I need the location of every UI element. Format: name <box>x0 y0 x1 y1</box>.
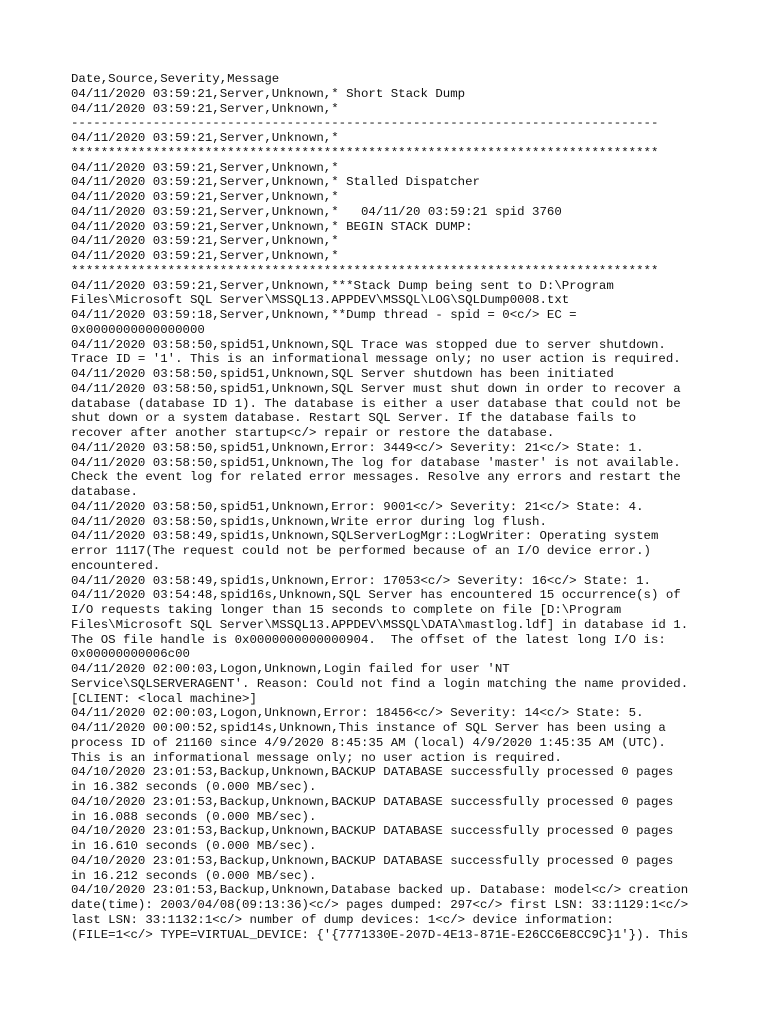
log-line: 04/11/2020 03:59:21,Server,Unknown,* BEGIN STACK DUMP: <box>71 219 473 234</box>
log-line: Files\Microsoft SQL Server\MSSQL13.APPDEV\MSSQL\DATA\mastlog.ldf] in database id 1. <box>71 617 689 632</box>
log-line: 04/11/2020 03:59:21,Server,Unknown,* 04/11/20 03:59:21 spid 3760 <box>71 204 562 219</box>
separator-line: ******************************************************************************* <box>71 263 659 278</box>
log-line: last LSN: 33:1132:1<c/> number of dump devices: 1<c/> device information: <box>71 912 614 927</box>
log-line: Service\SQLSERVERAGENT'. Reason: Could not find a login matching the name provided. <box>71 676 689 691</box>
log-line: Check the event log for related error messages. Resolve any errors and restart the <box>71 470 681 485</box>
log-line: 04/10/2020 23:01:53,Backup,Unknown,BACKUP DATABASE successfully processed 0 pages <box>71 824 674 839</box>
log-document <box>71 72 711 942</box>
separator-line: ------------------------------------------------------------------------------- <box>71 116 659 131</box>
log-line: 04/11/2020 03:58:49,spid1s,Unknown,SQLServerLogMgr::LogWriter: Operating system <box>71 529 659 544</box>
log-line: 04/11/2020 03:59:21,Server,Unknown,* Stalled Dispatcher <box>71 175 480 190</box>
log-line: 04/11/2020 00:00:52,spid14s,Unknown,This instance of SQL Server has been using a <box>71 721 666 735</box>
log-line: 04/11/2020 03:54:48,spid16s,Unknown,SQL Server has encountered 15 occurrence(s) of <box>71 588 681 603</box>
log-line: 04/11/2020 02:00:03,Logon,Unknown,Login failed for user 'NT <box>71 662 510 676</box>
log-line: database (database ID 1). The database is either a user database that could not be <box>71 396 681 411</box>
log-line: 04/11/2020 03:58:49,spid1s,Unknown,Error: 17053<c/> Severity: 16<c/> State: 1. <box>71 573 651 588</box>
log-line: 04/11/2020 03:58:50,spid51,Unknown,SQL Trace was stopped due to server shutdown. <box>71 337 666 352</box>
log-line: 04/11/2020 03:59:18,Server,Unknown,**Dump thread - spid = 0<c/> EC = <box>71 308 577 322</box>
log-line: 04/11/2020 03:59:21,Server,Unknown,***Stack Dump being sent to D:\Program <box>71 278 614 293</box>
log-line: 04/11/2020 03:58:50,spid51,Unknown,Error: 3449<c/> Severity: 21<c/> State: 1. <box>71 440 644 455</box>
log-line: in 16.088 seconds (0.000 MB/sec). <box>71 809 317 824</box>
log-line: shut down or a system database. Restart SQL Server. If the database fails to <box>71 411 637 426</box>
log-line: process ID of 21160 since 4/9/2020 8:45:35 AM (local) 4/9/2020 1:45:35 AM (UTC). <box>71 735 666 750</box>
log-line: database. <box>71 485 138 499</box>
log-line: 04/11/2020 03:58:50,spid51,Unknown,SQL Server shutdown has been initiated <box>71 367 614 381</box>
log-line: recover after another startup<c/> repair or restore the database. <box>71 426 555 440</box>
separator-line: ******************************************************************************* <box>71 145 659 160</box>
log-line: 04/10/2020 23:01:53,Backup,Unknown,Database backed up. Database: model<c/> creation <box>71 883 689 898</box>
log-line: encountered. <box>71 558 161 573</box>
log-line: date(time): 2003/04/08(09:13:36)<c/> pages dumped: 297<c/> first LSN: 33:1129:1<c/> <box>71 898 689 912</box>
log-line: This is an informational message only; no user action is required. <box>71 750 562 765</box>
log-line: 0x0000000000000000 <box>71 322 205 337</box>
log-line: I/O requests taking longer than 15 seconds to complete on file [D:\Program <box>71 603 622 617</box>
log-line: in 16.212 seconds (0.000 MB/sec). <box>71 868 317 883</box>
log-line: 04/11/2020 03:58:50,spid51,Unknown,Error: 9001<c/> Severity: 21<c/> State: 4. <box>71 499 644 514</box>
log-line: 04/11/2020 03:59:21,Server,Unknown,* <box>71 160 339 175</box>
log-line: 04/11/2020 03:58:50,spid51,Unknown,The log for database 'master' is not available. <box>71 455 681 470</box>
log-line: 04/10/2020 23:01:53,Backup,Unknown,BACKUP DATABASE successfully processed 0 pages <box>71 794 674 809</box>
log-line: 04/11/2020 02:00:03,Logon,Unknown,Error: 18456<c/> Severity: 14<c/> State: 5. <box>71 706 644 721</box>
log-line: Trace ID = '1'. This is an informational message only; no user action is required. <box>71 352 681 367</box>
log-line: 04/11/2020 03:59:21,Server,Unknown,* Short Stack Dump <box>71 86 466 101</box>
log-line: 04/10/2020 23:01:53,Backup,Unknown,BACKUP DATABASE successfully processed 0 pages <box>71 853 674 868</box>
log-line: 04/11/2020 03:58:50,spid1s,Unknown,Write error during log flush. <box>71 514 547 529</box>
log-line: The OS file handle is 0x0000000000000904. The offset of the latest long I/O is: <box>71 632 666 647</box>
log-line: 0x00000000006c00 <box>71 647 190 662</box>
log-line: 04/11/2020 03:59:21,Server,Unknown,* <box>71 131 339 145</box>
log-line: 04/10/2020 23:01:53,Backup,Unknown,BACKUP DATABASE successfully processed 0 pages <box>71 765 674 780</box>
log-line: (FILE=1<c/> TYPE=VIRTUAL_DEVICE: {'{7771330E-207D-4E13-871E-E26CC6E8CC9C}1'}). This <box>71 927 689 942</box>
log-line: Files\Microsoft SQL Server\MSSQL13.APPDEV\MSSQL\LOG\SQLDump0008.txt <box>71 293 570 308</box>
log-line: error 1117(The request could not be performed because of an I/O device error.) <box>71 544 651 558</box>
log-line: in 16.382 seconds (0.000 MB/sec). <box>71 780 317 794</box>
log-line: in 16.610 seconds (0.000 MB/sec). <box>71 839 317 853</box>
log-line: 04/11/2020 03:59:21,Server,Unknown,* <box>71 249 339 263</box>
log-line: 04/11/2020 03:59:21,Server,Unknown,* <box>71 190 339 204</box>
log-line: 04/11/2020 03:59:21,Server,Unknown,* <box>71 234 339 249</box>
log-line: Date,Source,Severity,Message <box>71 72 280 86</box>
log-line: [CLIENT: <local machine>] <box>71 691 257 706</box>
log-line: 04/11/2020 03:58:50,spid51,Unknown,SQL Server must shut down in order to recover a <box>71 381 681 396</box>
log-line: 04/11/2020 03:59:21,Server,Unknown,* <box>71 101 339 116</box>
